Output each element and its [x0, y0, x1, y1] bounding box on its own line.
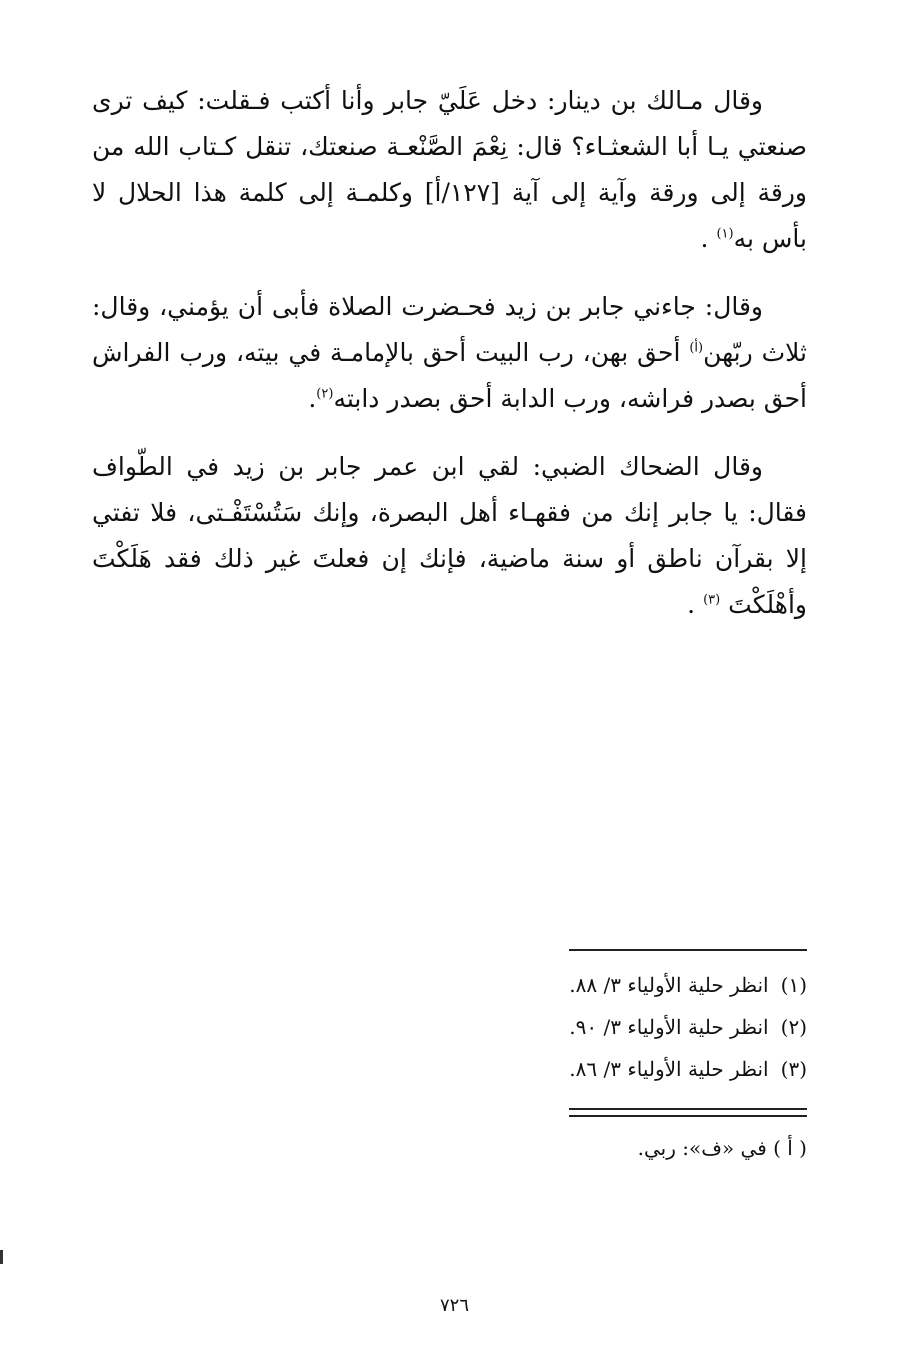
footnote-number: (٢) — [780, 1015, 807, 1039]
paragraph-text: وقال مـالك بن دينار: دخل عَلَيّ جابر وأنا أكتب فـقلت: كيف ترى صنعتي يـا أبا الشعثـاء؟ قال: نِعْمَ الصَّنْعـة صنعتك، تنقل كـتاب الله من ورقة إلى ورقة وآية إلى آية [١٢٧/أ] وكلمـة إلى كلمة هذا الحلال لا بأس به — [92, 86, 807, 253]
footnote-separator — [569, 949, 807, 951]
page-number: ٧٢٦ — [439, 1295, 469, 1316]
footnote-marker: (٣) — [703, 592, 721, 608]
footnote-text: انظر حلية الأولياء ٣/ ٩٠. — [569, 1015, 769, 1039]
paragraph-jabir-prayer — [92, 284, 807, 422]
footnotes-list — [400, 964, 807, 1090]
paragraph-end: . — [308, 384, 317, 413]
footnote-text: انظر حلية الأولياء ٣/ ٨٨. — [569, 973, 769, 997]
footnote-text: انظر حلية الأولياء ٣/ ٨٦. — [569, 1057, 769, 1081]
footnote-marker: (١) — [716, 226, 734, 242]
footnote-item — [400, 1048, 807, 1090]
footnote-item — [400, 1006, 807, 1048]
variant-text: في «ف»: ربي. — [637, 1136, 767, 1160]
variant-separator — [569, 1108, 807, 1117]
scan-edge-mark — [0, 1250, 3, 1264]
paragraph-malik-ibn-dinar — [92, 78, 807, 262]
paragraph-end: . — [700, 224, 709, 253]
main-text-body — [92, 78, 807, 628]
paragraph-text: وقال: جاءني جابر بن زيد فحـضرت الصلاة فأبى أن يؤمني، وقال: ثلاث ربّهن — [92, 292, 807, 367]
variant-number: ( أ ) — [773, 1136, 807, 1160]
paragraph-dahhak-dabbi — [92, 444, 807, 628]
paragraph-text-continued: أحق بهن، رب البيت أحق بالإمامـة في بيته، ورب الفراش أحق بصدر فراشه، ورب الدابة أحق بصدر دابته — [92, 338, 807, 413]
footnote-marker: (٢) — [316, 386, 334, 402]
footnote-number: (٣) — [780, 1057, 807, 1081]
variant-marker: (أ) — [689, 340, 704, 356]
paragraph-text: وقال الضحاك الضبي: لقي ابن عمر جابر بن زيد في الطّواف فقال: يا جابر إنك من فقهـاء أهل البصرة، وإنك سَتُسْتَفْـتى، فلا تفتي إلا بقرآن ناطق أو سنة ماضية، فإنك إن فعلتَ غير ذلك فقد هَلَكْتَ وأهْلَكْتَ — [92, 452, 807, 619]
footnote-item — [400, 964, 807, 1006]
footnote-number: (١) — [780, 973, 807, 997]
variant-note — [400, 1128, 807, 1168]
paragraph-end: . — [687, 590, 696, 619]
